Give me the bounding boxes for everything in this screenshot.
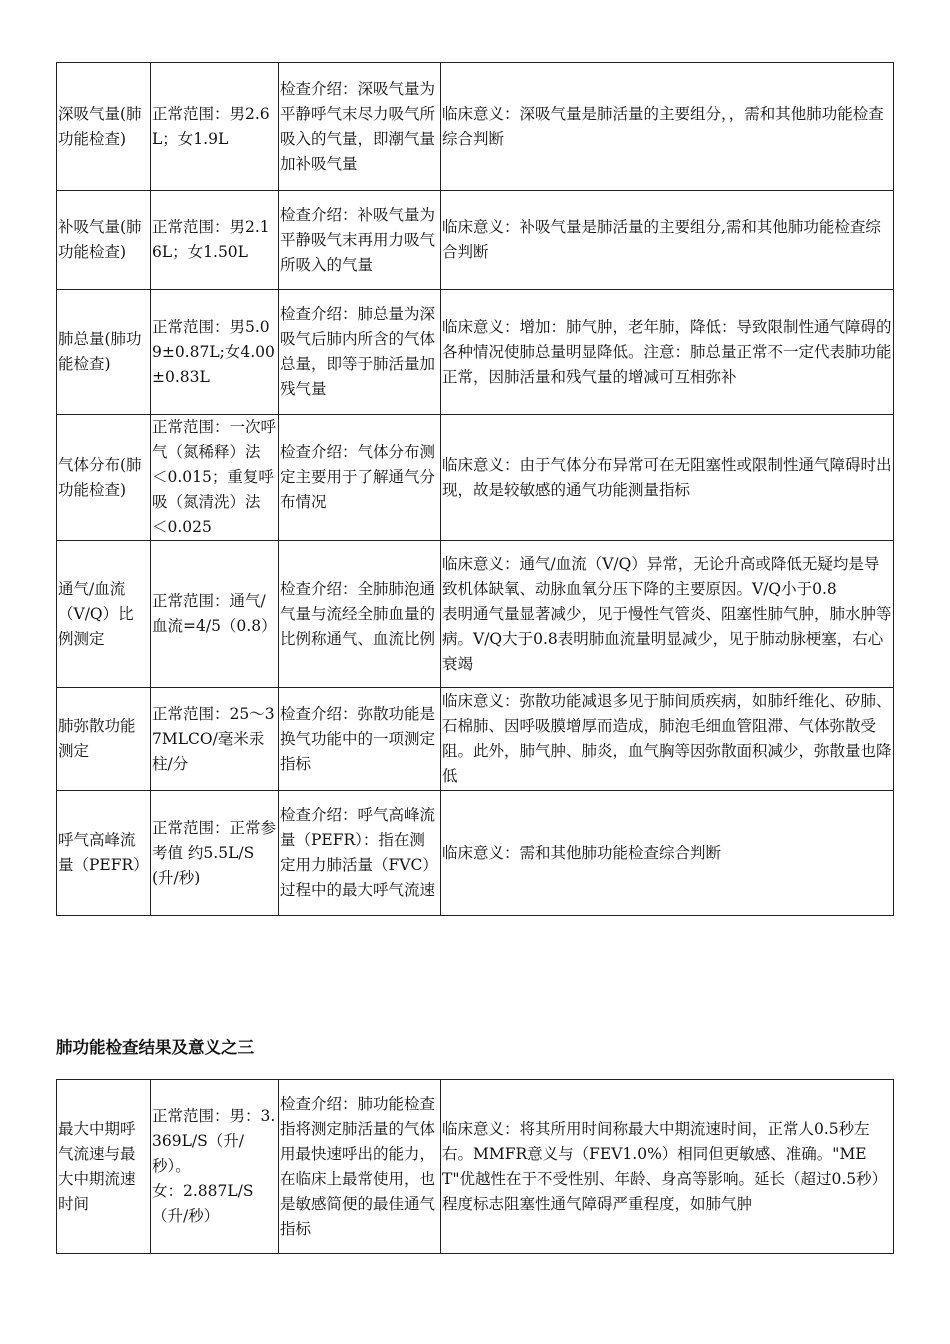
clinical-meaning: 临床意义：补吸气量是肺活量的主要组分,需和其他肺功能检查综合判断 (441, 191, 894, 290)
normal-range: 正常范围：通气/血流=4/5（0.8） (151, 541, 279, 688)
lung-function-table-2 (56, 1079, 894, 1254)
exam-intro: 检查介绍：补吸气量为平静吸气末再用力吸气所吸入的气量 (279, 191, 441, 290)
section-title: 肺功能检查结果及意义之三 (56, 1038, 254, 1057)
table-row (57, 791, 894, 916)
exam-intro: 检查介绍：呼气高峰流量（PEFR）：指在测定用力肺活量（FVC）过程中的最大呼气流速 (279, 791, 441, 916)
table-row (57, 63, 894, 191)
table-row (57, 541, 894, 688)
normal-range: 正常范围：男5.09±0.87L;女4.00±0.83L (151, 290, 279, 415)
table-row (57, 191, 894, 290)
item-name: 气体分布(肺功能检查) (57, 415, 151, 541)
clinical-meaning: 临床意义：通气/血流（V/Q）异常，无论升高或降低无疑均是导致机体缺氧、动脉血氧分压下降的主要原因。V/Q小于0.8 表明通气量显著减少，见于慢性气管炎、阻塞性肺气肿，肺水肿等病。V/Q大于0.8表明肺血流量明显减少，见于肺动脉梗塞，右心衰竭 (441, 541, 894, 688)
normal-range: 正常范围：男2.16L；女1.50L (151, 191, 279, 290)
table-row (57, 290, 894, 415)
item-name: 呼气高峰流量（PEFR） (57, 791, 151, 916)
clinical-meaning: 临床意义：深吸气量是肺活量的主要组分，，需和其他肺功能检查综合判断 (441, 63, 894, 191)
exam-intro: 检查介绍：全肺肺泡通气量与流经全肺血量的比例称通气、血流比例 (279, 541, 441, 688)
clinical-meaning: 临床意义：增加：肺气肿，老年肺，降低：导致限制性通气障碍的各种情况使肺总量明显降低。注意：肺总量正常不一定代表肺功能正常，因肺活量和残气量的增减可互相弥补 (441, 290, 894, 415)
exam-intro: 检查介绍：肺总量为深吸气后肺内所含的气体总量，即等于肺活量加残气量 (279, 290, 441, 415)
clinical-meaning: 临床意义：将其所用时间称最大中期流速时间，正常人0.5秒左右。MMFR意义与（FEV1.0%）相同但更敏感、准确。"MET"优越性在于不受性别、年龄、身高等影响。延长（超过0.5秒）程度标志阻塞性通气障碍严重程度，如肺气肿 (441, 1080, 894, 1254)
exam-intro: 检查介绍：气体分布测定主要用于了解通气分布情况 (279, 415, 441, 541)
table-row (57, 688, 894, 791)
lung-function-table-1 (56, 62, 894, 916)
exam-intro: 检查介绍：深吸气量为平静呼气末尽力吸气所吸入的气量，即潮气量加补吸气量 (279, 63, 441, 191)
clinical-meaning: 临床意义：需和其他肺功能检查综合判断 (441, 791, 894, 916)
normal-range: 正常范围：男2.6L；女1.9L (151, 63, 279, 191)
item-name: 补吸气量(肺功能检查) (57, 191, 151, 290)
clinical-meaning: 临床意义：弥散功能减退多见于肺间质疾病，如肺纤维化、矽肺、石棉肺、因呼吸膜增厚而造成，肺泡毛细血管阻滞、气体弥散受阻。此外，肺气肿、肺炎，血气胸等因弥散面积减少，弥散量也降低 (441, 688, 894, 791)
item-name: 深吸气量(肺功能检查) (57, 63, 151, 191)
normal-range: 正常范围：25～37MLCO/毫米汞柱/分 (151, 688, 279, 791)
table-row (57, 415, 894, 541)
clinical-meaning: 临床意义：由于气体分布异常可在无阻塞性或限制性通气障碍时出现，故是较敏感的通气功能测量指标 (441, 415, 894, 541)
normal-range: 正常范围：男：3.369L/S（升/秒）。 女：2.887L/S（升/秒） (151, 1080, 279, 1254)
item-name: 肺总量(肺功能检查) (57, 290, 151, 415)
exam-intro: 检查介绍：肺功能检查指将测定肺活量的气体用最快速呼出的能力，在临床上最常使用，也是敏感简便的最佳通气指标 (279, 1080, 441, 1254)
item-name: 通气/血流（V/Q）比例测定 (57, 541, 151, 688)
normal-range: 正常范围：正常参考值 约5.5L/S(升/秒) (151, 791, 279, 916)
table-row (57, 1080, 894, 1254)
item-name: 最大中期呼气流速与最大中期流速时间 (57, 1080, 151, 1254)
item-name: 肺弥散功能测定 (57, 688, 151, 791)
normal-range: 正常范围：一次呼气（氮稀释）法 ＜0.015；重复呼吸（氮清洗）法 ＜0.025 (151, 415, 279, 541)
exam-intro: 检查介绍：弥散功能是换气功能中的一项测定指标 (279, 688, 441, 791)
